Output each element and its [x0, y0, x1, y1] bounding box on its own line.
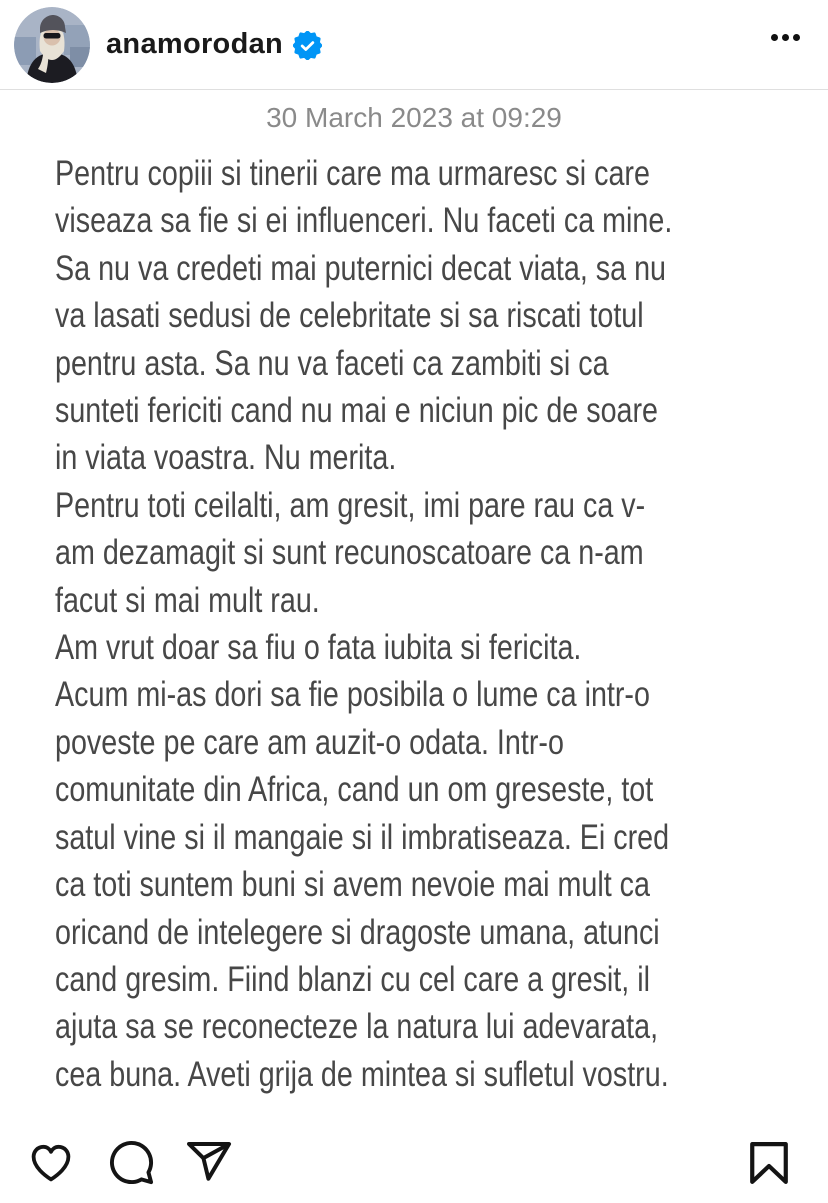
profile-avatar[interactable]: [14, 7, 90, 83]
ellipsis-icon: [782, 34, 789, 41]
post-text-line: poveste pe care am auzit-o odata. Intr-o: [55, 722, 564, 762]
post-text-line: Pentru copiii si tinerii care ma urmaresc si care: [55, 154, 650, 193]
post-text-line: pentru asta. Sa nu va faceti ca zambiti si ca: [55, 343, 609, 383]
bookmark-icon: [749, 1141, 789, 1185]
save-button[interactable]: [749, 1141, 789, 1185]
comment-button[interactable]: [108, 1139, 155, 1186]
ellipsis-icon: [793, 34, 800, 41]
post-text-line: viseaza sa fie si ei influenceri. Nu faceti ca mine.: [55, 201, 673, 241]
post-text-line: sunteti fericiti cand nu mai e niciun pic de soare: [55, 391, 659, 431]
avatar-image: [14, 7, 90, 83]
post-text-line: Acum mi-as dori sa fie posibila o lume ca intr-o: [55, 675, 650, 715]
post-text-line: am dezamagit si sunt recunoscatoare ca n-am: [55, 533, 644, 573]
post-text-line: satul vine si il mangaie si il imbratiseaza. Ei cred: [55, 817, 670, 857]
comment-icon: [108, 1139, 155, 1186]
post-text-line: comunitate din Africa, cand un om greseste, tot: [55, 770, 654, 810]
like-button[interactable]: [26, 1138, 76, 1186]
post-text-line: cea buna. Aveti grija de mintea si sufletul vostru.: [55, 1054, 669, 1094]
username[interactable]: anamorodan: [106, 28, 284, 60]
share-button[interactable]: [184, 1138, 234, 1186]
post-header: [0, 0, 828, 90]
post-timestamp: 30 March 2023 at 09:29: [266, 102, 562, 133]
post-text-line: Sa nu va credeti mai puternici decat viata, sa nu: [55, 248, 667, 288]
user-identity: [106, 0, 322, 89]
post-text-line: cand gresim. Fiind blanzi cu cel care a gresit, il: [55, 959, 650, 999]
post-text-line: Pentru toti ceilalti, am gresit, imi pare rau ca v-: [55, 485, 646, 525]
action-bar: [0, 1134, 828, 1194]
more-options-button[interactable]: [769, 26, 802, 49]
post-text-line: ca toti suntem buni si avem nevoie mai mult ca: [55, 865, 650, 905]
post-text-line: ajuta sa se reconecteze la natura lui adevarata,: [55, 1007, 659, 1047]
post-text-line: in viata voastra. Nu merita.: [55, 438, 397, 478]
post-text-line: oricand de intelegere si dragoste umana, atunci: [55, 912, 660, 952]
post-text-line: facut si mai mult rau.: [55, 580, 320, 620]
paper-plane-icon: [184, 1138, 234, 1186]
ellipsis-icon: [771, 34, 778, 41]
post-text-line: Am vrut doar sa fiu o fata iubita si fericita.: [55, 628, 582, 668]
heart-icon: [26, 1138, 76, 1186]
verified-badge-icon: [293, 31, 322, 60]
post-text: [55, 150, 828, 1098]
post-text-line: va lasati sedusi de celebritate si sa riscati totul: [55, 296, 644, 336]
